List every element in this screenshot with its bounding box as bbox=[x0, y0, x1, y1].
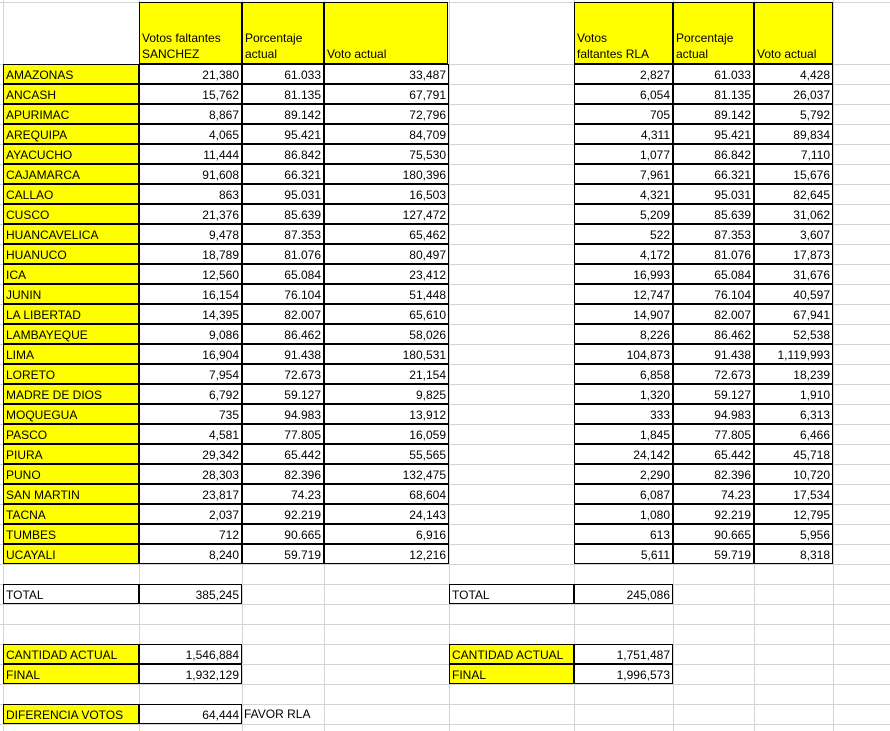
rla-votes-cell[interactable]: 2,827 bbox=[574, 64, 673, 84]
cantidad-actual-sanchez-value[interactable]: 1,546,884 bbox=[139, 644, 242, 664]
sanchez-pct-cell[interactable]: 74.23 bbox=[242, 484, 324, 504]
sanchez-actual-cell[interactable]: 75,530 bbox=[324, 144, 449, 164]
sanchez-pct-cell[interactable]: 81.076 bbox=[242, 244, 324, 264]
rla-actual-cell[interactable]: 3,607 bbox=[754, 224, 833, 244]
cantidad-actual-label-sanchez[interactable]: CANTIDAD ACTUAL bbox=[3, 644, 139, 664]
rla-pct-cell[interactable]: 72.673 bbox=[673, 364, 754, 384]
rla-votes-cell[interactable]: 14,907 bbox=[574, 304, 673, 324]
rla-actual-cell[interactable]: 5,792 bbox=[754, 104, 833, 124]
sanchez-votes-cell[interactable]: 7,954 bbox=[139, 364, 242, 384]
rla-actual-cell[interactable]: 17,534 bbox=[754, 484, 833, 504]
rla-pct-cell[interactable]: 59.719 bbox=[673, 544, 754, 564]
rla-votes-cell[interactable]: 16,993 bbox=[574, 264, 673, 284]
sanchez-votes-cell[interactable]: 12,560 bbox=[139, 264, 242, 284]
rla-votes-cell[interactable]: 1,845 bbox=[574, 424, 673, 444]
rla-pct-cell[interactable]: 74.23 bbox=[673, 484, 754, 504]
sanchez-pct-cell[interactable]: 65.084 bbox=[242, 264, 324, 284]
rla-pct-cell[interactable]: 85.639 bbox=[673, 204, 754, 224]
rla-votes-cell[interactable]: 1,077 bbox=[574, 144, 673, 164]
sanchez-pct-cell[interactable]: 95.031 bbox=[242, 184, 324, 204]
header-sanchez-votes-line2: SANCHEZ bbox=[142, 47, 200, 61]
sanchez-actual-cell[interactable]: 65,610 bbox=[324, 304, 449, 324]
sanchez-pct-cell[interactable]: 82.396 bbox=[242, 464, 324, 484]
cantidad-actual-label-rla[interactable]: CANTIDAD ACTUAL bbox=[449, 644, 574, 664]
rla-pct-cell[interactable]: 86.842 bbox=[673, 144, 754, 164]
region-name[interactable]: MADRE DE DIOS bbox=[3, 384, 139, 404]
rla-actual-cell[interactable]: 26,037 bbox=[754, 84, 833, 104]
header-sanchez-votes[interactable] bbox=[139, 2, 242, 64]
rla-votes-cell[interactable]: 613 bbox=[574, 524, 673, 544]
rla-pct-cell[interactable]: 86.462 bbox=[673, 324, 754, 344]
header-rla-pct-line2: actual bbox=[676, 47, 709, 61]
sanchez-pct-cell[interactable]: 95.421 bbox=[242, 124, 324, 144]
rla-pct-cell[interactable]: 82.007 bbox=[673, 304, 754, 324]
sanchez-pct-cell[interactable]: 86.462 bbox=[242, 324, 324, 344]
header-rla-pct-line1: Porcentaje bbox=[676, 31, 734, 45]
region-name[interactable]: PUNO bbox=[3, 464, 139, 484]
sanchez-pct-cell[interactable]: 59.719 bbox=[242, 544, 324, 564]
rla-votes-cell[interactable]: 4,172 bbox=[574, 244, 673, 264]
sanchez-actual-cell[interactable]: 33,487 bbox=[324, 64, 449, 84]
sanchez-votes-cell[interactable]: 6,792 bbox=[139, 384, 242, 404]
sanchez-actual-cell[interactable]: 24,143 bbox=[324, 504, 449, 524]
rla-votes-cell[interactable]: 7,961 bbox=[574, 164, 673, 184]
header-rla-pct[interactable] bbox=[673, 2, 754, 64]
sanchez-pct-cell[interactable]: 91.438 bbox=[242, 344, 324, 364]
region-name[interactable]: LA LIBERTAD bbox=[3, 304, 139, 324]
region-name[interactable]: CUSCO bbox=[3, 204, 139, 224]
diferencia-votos-label[interactable]: DIFERENCIA VOTOS bbox=[3, 704, 139, 724]
header-rla-votes-line2: faltantes RLA bbox=[577, 47, 650, 61]
rla-actual-cell[interactable]: 1,119,993 bbox=[754, 344, 833, 364]
total-sanchez-value[interactable]: 385,245 bbox=[139, 584, 242, 604]
sanchez-actual-cell[interactable]: 132,475 bbox=[324, 464, 449, 484]
sanchez-votes-cell[interactable]: 11,444 bbox=[139, 144, 242, 164]
header-rla-votes[interactable] bbox=[574, 2, 673, 64]
region-name[interactable]: PIURA bbox=[3, 444, 139, 464]
region-name[interactable]: HUANUCO bbox=[3, 244, 139, 264]
final-label-rla[interactable]: FINAL bbox=[449, 664, 574, 684]
rla-pct-cell[interactable]: 87.353 bbox=[673, 224, 754, 244]
rla-votes-cell[interactable]: 5,611 bbox=[574, 544, 673, 564]
region-name[interactable]: AYACUCHO bbox=[3, 144, 139, 164]
region-name[interactable]: TUMBES bbox=[3, 524, 139, 544]
sanchez-pct-cell[interactable]: 61.033 bbox=[242, 64, 324, 84]
header-sanchez-pct-line2: actual bbox=[245, 47, 278, 61]
rla-actual-cell[interactable]: 67,941 bbox=[754, 304, 833, 324]
sanchez-actual-cell[interactable]: 16,059 bbox=[324, 424, 449, 444]
rla-votes-cell[interactable]: 1,080 bbox=[574, 504, 673, 524]
rla-votes-cell[interactable]: 12,747 bbox=[574, 284, 673, 304]
rla-actual-cell[interactable]: 31,062 bbox=[754, 204, 833, 224]
region-name[interactable]: JUNIN bbox=[3, 284, 139, 304]
sanchez-actual-cell[interactable]: 180,396 bbox=[324, 164, 449, 184]
rla-pct-cell[interactable]: 59.127 bbox=[673, 384, 754, 404]
sanchez-votes-cell[interactable]: 21,380 bbox=[139, 64, 242, 84]
total-label-rla[interactable]: TOTAL bbox=[449, 584, 574, 604]
region-name[interactable]: LAMBAYEQUE bbox=[3, 324, 139, 344]
rla-votes-cell[interactable]: 1,320 bbox=[574, 384, 673, 404]
sanchez-actual-cell[interactable]: 84,709 bbox=[324, 124, 449, 144]
sanchez-pct-cell[interactable]: 85.639 bbox=[242, 204, 324, 224]
rla-votes-cell[interactable]: 104,873 bbox=[574, 344, 673, 364]
sanchez-actual-cell[interactable]: 180,531 bbox=[324, 344, 449, 364]
header-sanchez-actual-text: Voto actual bbox=[327, 47, 387, 61]
rla-actual-cell[interactable]: 40,597 bbox=[754, 284, 833, 304]
rla-pct-cell[interactable]: 90.665 bbox=[673, 524, 754, 544]
sanchez-votes-cell[interactable]: 16,154 bbox=[139, 284, 242, 304]
sanchez-votes-cell[interactable]: 2,037 bbox=[139, 504, 242, 524]
sanchez-pct-cell[interactable]: 92.219 bbox=[242, 504, 324, 524]
sanchez-pct-cell[interactable]: 94.983 bbox=[242, 404, 324, 424]
region-name[interactable]: LIMA bbox=[3, 344, 139, 364]
rla-pct-cell[interactable]: 77.805 bbox=[673, 424, 754, 444]
sanchez-pct-cell[interactable]: 87.353 bbox=[242, 224, 324, 244]
sanchez-pct-cell[interactable]: 90.665 bbox=[242, 524, 324, 544]
rla-pct-cell[interactable]: 92.219 bbox=[673, 504, 754, 524]
diferencia-votos-note[interactable]: FAVOR RLA bbox=[244, 707, 311, 721]
sanchez-actual-cell[interactable]: 68,604 bbox=[324, 484, 449, 504]
header-sanchez-pct-line1: Porcentaje bbox=[245, 31, 303, 45]
sanchez-actual-cell[interactable]: 16,503 bbox=[324, 184, 449, 204]
rla-actual-cell[interactable]: 10,720 bbox=[754, 464, 833, 484]
diferencia-votos-value[interactable]: 64,444 bbox=[139, 704, 242, 724]
sanchez-votes-cell[interactable]: 863 bbox=[139, 184, 242, 204]
region-name[interactable]: ANCASH bbox=[3, 84, 139, 104]
rla-pct-cell[interactable]: 66.321 bbox=[673, 164, 754, 184]
sanchez-votes-cell[interactable]: 16,904 bbox=[139, 344, 242, 364]
rla-actual-cell[interactable]: 45,718 bbox=[754, 444, 833, 464]
rla-votes-cell[interactable]: 24,142 bbox=[574, 444, 673, 464]
rla-actual-cell[interactable]: 4,428 bbox=[754, 64, 833, 84]
rla-pct-cell[interactable]: 82.396 bbox=[673, 464, 754, 484]
rla-pct-cell[interactable]: 65.442 bbox=[673, 444, 754, 464]
rla-votes-cell[interactable]: 333 bbox=[574, 404, 673, 424]
sanchez-actual-cell[interactable]: 80,497 bbox=[324, 244, 449, 264]
rla-actual-cell[interactable]: 1,910 bbox=[754, 384, 833, 404]
sanchez-votes-cell[interactable]: 91,608 bbox=[139, 164, 242, 184]
region-name[interactable]: APURIMAC bbox=[3, 104, 139, 124]
sanchez-actual-cell[interactable]: 12,216 bbox=[324, 544, 449, 564]
rla-actual-cell[interactable]: 6,313 bbox=[754, 404, 833, 424]
rla-votes-cell[interactable]: 705 bbox=[574, 104, 673, 124]
header-rla-actual-text: Voto actual bbox=[757, 47, 817, 61]
rla-votes-cell[interactable]: 522 bbox=[574, 224, 673, 244]
header-sanchez-pct[interactable] bbox=[242, 2, 324, 64]
sanchez-pct-cell[interactable]: 59.127 bbox=[242, 384, 324, 404]
rla-pct-cell[interactable]: 76.104 bbox=[673, 284, 754, 304]
rla-actual-cell[interactable]: 8,318 bbox=[754, 544, 833, 564]
header-sanchez-actual[interactable] bbox=[324, 2, 448, 64]
sanchez-actual-cell[interactable]: 51,448 bbox=[324, 284, 449, 304]
rla-pct-cell[interactable]: 89.142 bbox=[673, 104, 754, 124]
sanchez-pct-cell[interactable]: 86.842 bbox=[242, 144, 324, 164]
sanchez-actual-cell[interactable]: 23,412 bbox=[324, 264, 449, 284]
region-name[interactable]: MOQUEGUA bbox=[3, 404, 139, 424]
rla-votes-cell[interactable]: 6,087 bbox=[574, 484, 673, 504]
header-sanchez-votes-line1: Votos faltantes bbox=[142, 31, 221, 45]
header-rla-actual[interactable] bbox=[754, 2, 833, 64]
sanchez-votes-cell[interactable]: 15,762 bbox=[139, 84, 242, 104]
sanchez-votes-cell[interactable]: 9,478 bbox=[139, 224, 242, 244]
rla-actual-cell[interactable]: 31,676 bbox=[754, 264, 833, 284]
rla-votes-cell[interactable]: 5,209 bbox=[574, 204, 673, 224]
rla-votes-cell[interactable]: 6,054 bbox=[574, 84, 673, 104]
region-name[interactable]: AREQUIPA bbox=[3, 124, 139, 144]
rla-pct-cell[interactable]: 95.421 bbox=[673, 124, 754, 144]
rla-pct-cell[interactable]: 81.135 bbox=[673, 84, 754, 104]
sanchez-votes-cell[interactable]: 4,581 bbox=[139, 424, 242, 444]
region-name[interactable]: HUANCAVELICA bbox=[3, 224, 139, 244]
sanchez-actual-cell[interactable]: 55,565 bbox=[324, 444, 449, 464]
rla-votes-cell[interactable]: 4,321 bbox=[574, 184, 673, 204]
rla-votes-cell[interactable]: 4,311 bbox=[574, 124, 673, 144]
rla-pct-cell[interactable]: 65.084 bbox=[673, 264, 754, 284]
sanchez-pct-cell[interactable]: 81.135 bbox=[242, 84, 324, 104]
region-name[interactable]: AMAZONAS bbox=[3, 64, 139, 84]
sanchez-pct-cell[interactable]: 82.007 bbox=[242, 304, 324, 324]
cantidad-actual-rla-value[interactable]: 1,751,487 bbox=[574, 644, 673, 664]
region-name[interactable]: TACNA bbox=[3, 504, 139, 524]
sanchez-actual-cell[interactable]: 127,472 bbox=[324, 204, 449, 224]
region-name[interactable]: LORETO bbox=[3, 364, 139, 384]
rla-actual-cell[interactable]: 18,239 bbox=[754, 364, 833, 384]
sanchez-actual-cell[interactable]: 65,462 bbox=[324, 224, 449, 244]
rla-actual-cell[interactable]: 89,834 bbox=[754, 124, 833, 144]
rla-actual-cell[interactable]: 5,956 bbox=[754, 524, 833, 544]
rla-pct-cell[interactable]: 61.033 bbox=[673, 64, 754, 84]
sanchez-votes-cell[interactable]: 4,065 bbox=[139, 124, 242, 144]
sanchez-votes-cell[interactable]: 14,395 bbox=[139, 304, 242, 324]
sanchez-votes-cell[interactable]: 21,376 bbox=[139, 204, 242, 224]
sanchez-votes-cell[interactable]: 23,817 bbox=[139, 484, 242, 504]
sanchez-pct-cell[interactable]: 72.673 bbox=[242, 364, 324, 384]
rla-pct-cell[interactable]: 81.076 bbox=[673, 244, 754, 264]
sanchez-votes-cell[interactable]: 18,789 bbox=[139, 244, 242, 264]
sanchez-votes-cell[interactable]: 8,240 bbox=[139, 544, 242, 564]
rla-votes-cell[interactable]: 8,226 bbox=[574, 324, 673, 344]
sanchez-votes-cell[interactable]: 735 bbox=[139, 404, 242, 424]
rla-pct-cell[interactable]: 91.438 bbox=[673, 344, 754, 364]
sanchez-actual-cell[interactable]: 21,154 bbox=[324, 364, 449, 384]
sanchez-actual-cell[interactable]: 9,825 bbox=[324, 384, 449, 404]
rla-actual-cell[interactable]: 82,645 bbox=[754, 184, 833, 204]
sanchez-actual-cell[interactable]: 6,916 bbox=[324, 524, 449, 544]
region-name[interactable]: ICA bbox=[3, 264, 139, 284]
region-name[interactable]: CALLAO bbox=[3, 184, 139, 204]
region-name[interactable]: UCAYALI bbox=[3, 544, 139, 564]
sanchez-votes-cell[interactable]: 8,867 bbox=[139, 104, 242, 124]
sanchez-actual-cell[interactable]: 67,791 bbox=[324, 84, 449, 104]
rla-pct-cell[interactable]: 94.983 bbox=[673, 404, 754, 424]
rla-votes-cell[interactable]: 2,290 bbox=[574, 464, 673, 484]
sanchez-actual-cell[interactable]: 58,026 bbox=[324, 324, 449, 344]
region-name[interactable]: CAJAMARCA bbox=[3, 164, 139, 184]
sanchez-votes-cell[interactable]: 28,303 bbox=[139, 464, 242, 484]
final-label-sanchez[interactable]: FINAL bbox=[3, 664, 139, 684]
sanchez-actual-cell[interactable]: 72,796 bbox=[324, 104, 449, 124]
sanchez-pct-cell[interactable]: 89.142 bbox=[242, 104, 324, 124]
rla-pct-cell[interactable]: 95.031 bbox=[673, 184, 754, 204]
sanchez-pct-cell[interactable]: 66.321 bbox=[242, 164, 324, 184]
final-rla-value[interactable]: 1,996,573 bbox=[574, 664, 673, 684]
sanchez-pct-cell[interactable]: 76.104 bbox=[242, 284, 324, 304]
rla-votes-cell[interactable]: 6,858 bbox=[574, 364, 673, 384]
rla-actual-cell[interactable]: 6,466 bbox=[754, 424, 833, 444]
rla-actual-cell[interactable]: 52,538 bbox=[754, 324, 833, 344]
sanchez-votes-cell[interactable]: 9,086 bbox=[139, 324, 242, 344]
sanchez-actual-cell[interactable]: 13,912 bbox=[324, 404, 449, 424]
sanchez-pct-cell[interactable]: 77.805 bbox=[242, 424, 324, 444]
sanchez-votes-cell[interactable]: 712 bbox=[139, 524, 242, 544]
region-name[interactable]: SAN MARTIN bbox=[3, 484, 139, 504]
sanchez-pct-cell[interactable]: 65.442 bbox=[242, 444, 324, 464]
rla-actual-cell[interactable]: 12,795 bbox=[754, 504, 833, 524]
final-sanchez-value[interactable]: 1,932,129 bbox=[139, 664, 242, 684]
region-name[interactable]: PASCO bbox=[3, 424, 139, 444]
sanchez-votes-cell[interactable]: 29,342 bbox=[139, 444, 242, 464]
rla-actual-cell[interactable]: 15,676 bbox=[754, 164, 833, 184]
total-rla-value[interactable]: 245,086 bbox=[574, 584, 673, 604]
header-rla-votes-line1: Votos bbox=[577, 31, 608, 45]
rla-actual-cell[interactable]: 17,873 bbox=[754, 244, 833, 264]
total-label-sanchez[interactable]: TOTAL bbox=[3, 584, 139, 604]
rla-actual-cell[interactable]: 7,110 bbox=[754, 144, 833, 164]
